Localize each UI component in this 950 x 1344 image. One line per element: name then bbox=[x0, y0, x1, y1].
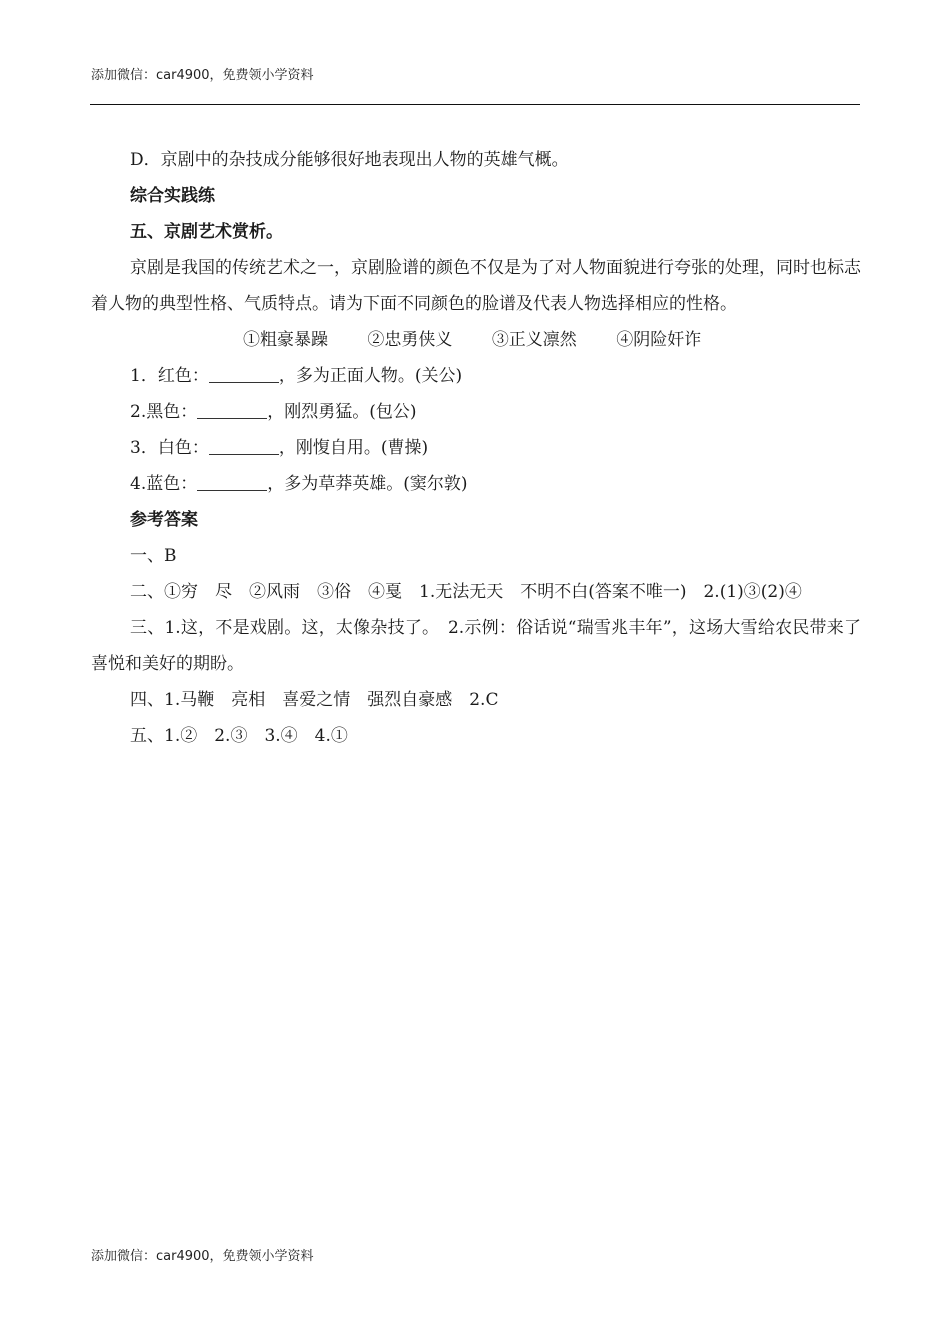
choice-3: ③正义凛然 bbox=[491, 330, 577, 350]
question-2-suffix: ，刚烈勇猛。(包公) bbox=[267, 402, 417, 422]
footer-contact-note: 添加微信：car4900，免费领小学资料 bbox=[91, 1249, 314, 1264]
answer-1: 一、B bbox=[130, 546, 177, 566]
header-divider bbox=[90, 104, 860, 105]
choice-list bbox=[91, 322, 861, 358]
answer-2: 二、①穷 尽 ②风雨 ③俗 ④戛 1.无法无天 不明不白(答案不唯一) 2.(1)③(2)④ bbox=[130, 582, 802, 602]
choice-1: ①粗豪暴躁 bbox=[243, 330, 328, 350]
question-3-suffix: ，刚愎自用。(曹操) bbox=[278, 438, 429, 458]
question-2-prefix: 2.黑色： bbox=[130, 402, 198, 422]
answer-blank-3[interactable] bbox=[209, 438, 279, 455]
intro-paragraph: 京剧是我国的传统艺术之一，京剧脸谱的颜色不仅是为了对人物面貌进行夸张的处理，同时也标志着人物的典型性格、气质特点。请为下面不同颜色的脸谱及代表人物选择相应的性格。 bbox=[91, 258, 861, 314]
option-d-text: D．京剧中的杂技成分能够很好地表现出人物的英雄气概。 bbox=[130, 150, 569, 170]
answer-blank-4[interactable] bbox=[197, 474, 267, 491]
answers-title: 参考答案 bbox=[130, 510, 198, 530]
question-4-suffix: ，多为草莽英雄。(窦尔敦) bbox=[267, 474, 468, 494]
question-1 bbox=[91, 358, 861, 394]
answer-blank-2[interactable] bbox=[197, 402, 267, 419]
answer-4: 四、1.马鞭 亮相 喜爱之情 强烈自豪感 2.C bbox=[130, 690, 499, 710]
document-body bbox=[91, 142, 861, 754]
answer-5: 五、1.② 2.③ 3.④ 4.① bbox=[130, 726, 348, 746]
header-contact-note: 添加微信：car4900，免费领小学资料 bbox=[91, 68, 314, 83]
section-practice-heading: 综合实践练 bbox=[130, 186, 215, 206]
answer-blank-1[interactable] bbox=[209, 366, 279, 383]
section-five-title: 五、京剧艺术赏析。 bbox=[130, 222, 283, 242]
question-1-prefix: 1．红色： bbox=[130, 366, 209, 386]
question-4 bbox=[91, 466, 861, 502]
choice-2: ②忠勇侠义 bbox=[367, 330, 453, 350]
question-1-suffix: ，多为正面人物。(关公) bbox=[278, 366, 463, 386]
question-4-prefix: 4.蓝色： bbox=[130, 474, 198, 494]
question-3 bbox=[91, 430, 861, 466]
answer-3: 三、1.这，不是戏剧。这，太像杂技了。 2.示例：俗话说“瑞雪兆丰年”，这场大雪给农民带来了喜悦和美好的期盼。 bbox=[91, 618, 861, 674]
choice-4: ④阴险奸诈 bbox=[616, 330, 702, 350]
question-2 bbox=[91, 394, 861, 430]
question-3-prefix: 3．白色： bbox=[130, 438, 209, 458]
